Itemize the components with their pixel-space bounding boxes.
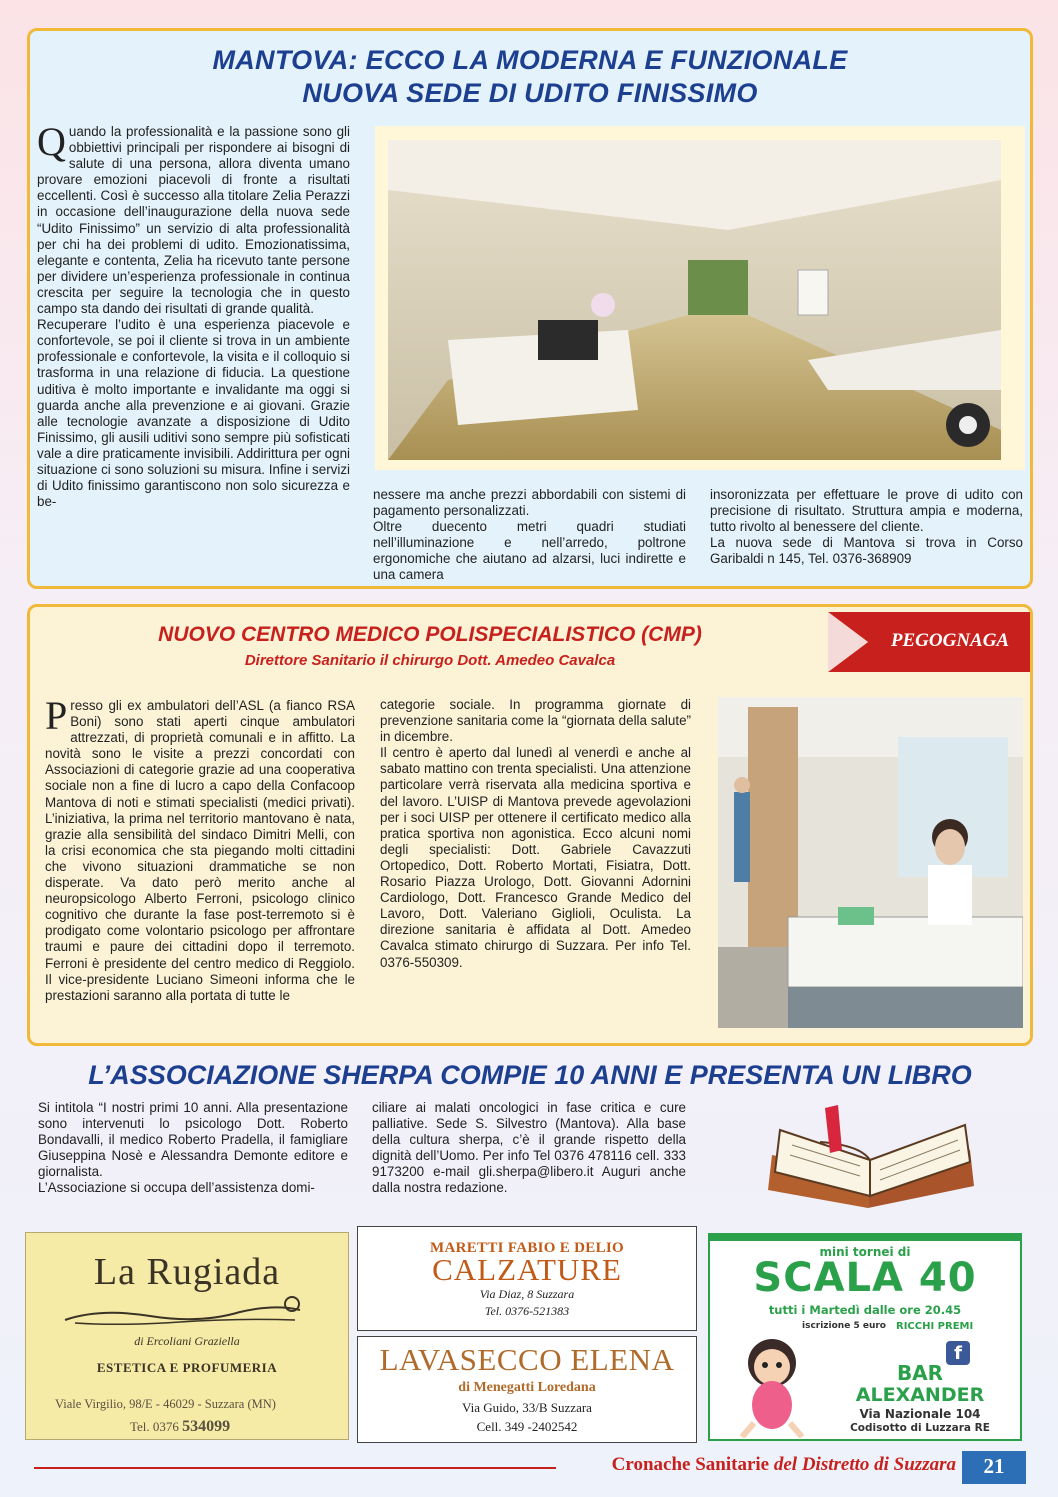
ad-scala-title: SCALA 40: [753, 1255, 977, 1301]
article2-column-2: categorie sociale. In programma giornate di prevenzione sanitaria come la “giornata della salute” in dicembre. Il centro è aperto dal lunedì al venerdì e anche al sabato mattino con trenta specialisti. Una attenzione particolare verrà riservata alla medicina sportiva e del lavoro. L’UISP di Mantova prevede agevolazioni per i soci UISP per ottenere il certificato medico alla pratica sportiva non agonistica. Ecco alcuni nomi degli specialisti: Dott. Gabriele Cavazzuti Ortopedico, Dott. Roberto Mortati, Fisiatra, Dott. Rosario Piazza Urologo, Dott. Giovanni Adornini Cardiologo, Dott. Francesco Grande Medico del Lavoro, Dott. Valeriano Giglioli, Oculista. La direzione sanitaria è affidata al Dott. Amedeo Cavalca stimato chirurgo di Suzzara. Per info Tel. 0376-550309.: [380, 697, 691, 970]
article3-column-1: Si intitola “I nostri primi 10 anni. Alla presentazione sono intervenuti lo psicologo Dott. Roberto Bondavalli, il medico Roberto Pradella, il famigliare Giuseppina Nosè e Alessandra Demonte editore e giornalista. L’Associazione si occupa dell’assistenza domi-: [38, 1100, 348, 1196]
article1-column-2: nessere ma anche prezzi abbordabili con sistemi di pagamento personalizzati. Oltre duecento metri quadri studiati nell’illuminazione e nell’arredo, poltrone ergonomiche che aiutano ad alzarsi, luci indirette e una camera: [373, 487, 686, 583]
ad-scala-address: Via Nazionale 104: [859, 1407, 981, 1421]
ad-lavasecco-name: LAVASECCO ELENA: [379, 1342, 675, 1377]
ad-lavasecco-phone: Cell. 349 -2402542: [476, 1419, 578, 1434]
article3-column-2: ciliare ai malati oncologici in fase critica e cure palliative. Sede S. Silvestro (Mantova). Alla base della cultura sherpa, c’è il grande rispetto della dignità dell’Uomo. Per info Tel 0376 478116 cell. 333 9173200 e-mail gli.sherpa@libero.it Auguri anche dalla nostra redazione.: [372, 1100, 686, 1196]
article1-column-3: insoronizzata per effettuare le prove di udito con precisione di risultato. Struttura ampia e moderna, tutto rivolto al benessere del cliente. La nuova sede di Mantova si trova in Corso Garibaldi n 145, Tel. 0376-368909: [710, 487, 1023, 567]
facebook-icon: f: [946, 1341, 970, 1365]
ad-scala-40: [708, 1233, 1022, 1441]
article1-headline: MANTOVA: ECCO LA MODERNA E FUNZIONALE NUOVA SEDE DI UDITO FINISSIMO: [212, 45, 848, 108]
ad-calzature-name: CALZATURE: [432, 1252, 622, 1287]
ad-scala-prizes: RICCHI PREMI: [896, 1321, 974, 1332]
article2-subhead: Direttore Sanitario il chirurgo Dott. Amedeo Cavalca: [244, 652, 616, 669]
ad-scala-kicker: mini tornei di: [819, 1245, 911, 1259]
reclining-figure-icon: [60, 1290, 310, 1332]
ad-rugiada-owner: di Ercoliani Graziella: [134, 1334, 240, 1348]
footer-rule: [34, 1467, 556, 1469]
reception-photo: [718, 697, 1023, 1028]
ad-scala-fee: iscrizione 5 euro: [802, 1321, 886, 1331]
article2-column-1: P resso gli ex ambulatori dell’ASL (a fianco RSA Boni) sono stati aperti cinque ambulatori attrezzati, di proprietà comunali e in affitto. La novità sono le visite a prezzi concordati con Associazioni di categorie grazie ad una cooperativa sociale non a fine di lucro a capo della Confacoop Mantova di noti e stimati specialisti (medici privati). L’iniziativa, la prima nel territorio mantovano è nata, grazie alla sensibilità del sindaco Dimitri Melli, con la crisi economica che sta piegando molti cittadini che vivono situazioni drammatiche se non disperate. Va dato però merito anche al neuropsicologo Alberto Ferroni, psicologo clinico cognitivo che durante la fase post-terremoto si è prodigato come volontario psicologo per affrontare traumi e paure dei cittadini dopo il terremoto. Ferroni è presidente del centro medico di Reggiolo. Il vice-presidente Luciano Simeoni informa che le prestazioni saranno alla portata di tutte le: [45, 693, 355, 1003]
ad-calzature-owner: MARETTI FABIO E DELIO: [430, 1240, 624, 1256]
dropcap: Q: [37, 119, 66, 164]
article3-headline: L’ASSOCIAZIONE SHERPA COMPIE 10 ANNI E PRESENTA UN LIBRO: [88, 1060, 972, 1090]
ad-rugiada-tagline: ESTETICA E PROFUMERIA: [96, 1360, 278, 1375]
ad-calzature-address: Via Diaz, 8 Suzzara: [479, 1287, 575, 1301]
article1-column-1: Q uando la professionalità e la passione sono gli obbiettivi principali per rispondere ai bisogni di salute di una persona, allora diventa umano provare emozioni piacevoli di fronte a risultati eccellenti. Così è successo alla titolare Zelia Perazzi in occasione dell’inaugurazione della nuova sede “Udito Finissimo” un servizio di alta professionalità per chi ha dei problemi di udito. Emozionatissima, elegante e contenta, Zelia ha ricevuto tante persone per dividere un’esperienza professionale in continua crescita per seguire la tecnologia che in questo campo sta dando dei risultati di grande qualità. Recuperare l’udito è una esperienza piacevole e confortevole, se poi il cliente si trova in un ambiente professionale e confortevole, la visita e il colloquio si trasforma in una relazione di fiducia. La questione uditiva è molto importante e invalidante ma oggi si guarda anche alla prevenzione e ai giovani. Grazie alle tecnologie avanzate a disposizione di Udito Finissimo, gli ausili uditivi sono sempre più sofisticati vale a dire praticamente invisibili. Addirittura per ogni situazione ci sono soluzioni su misura. Infine i servizi di Udito finissimo garantiscono non solo sicurezza e be-: [37, 119, 350, 510]
location-tag: PEGOGNAGA: [890, 630, 1010, 651]
ad-scala-town: Codisotto di Luzzara RE: [850, 1422, 990, 1434]
ad-lavasecco-address: Via Guido, 33/B Suzzara: [462, 1400, 592, 1415]
open-book-icon: [720, 1100, 1020, 1212]
ad-scala-bar-name: ALEXANDER: [855, 1384, 985, 1406]
ad-rugiada-title: La Rugiada: [93, 1251, 281, 1293]
cartoon-girl-icon: [724, 1333, 824, 1438]
ad-rugiada-phone: Tel. 0376 534099: [130, 1418, 231, 1435]
ad-scala-bar: BAR: [896, 1361, 944, 1385]
ad-lavasecco-owner: di Menegatti Loredana: [458, 1380, 596, 1395]
article2-headline: NUOVO CENTRO MEDICO POLISPECIALISTICO (CMP): [158, 623, 702, 646]
showroom-photo: [388, 140, 1001, 460]
ad-rugiada-address: Viale Virgilio, 98/E - 46029 - Suzzara (MN): [55, 1397, 276, 1411]
dropcap: P: [45, 693, 68, 738]
page-number: 21: [983, 1454, 1005, 1478]
footer-title: Cronache Sanitarie del Distretto di Suzzara: [611, 1454, 956, 1475]
ad-scala-when: tutti i Martedì dalle ore 20.45: [768, 1303, 962, 1317]
ad-calzature-phone: Tel. 0376-521383: [484, 1304, 570, 1318]
